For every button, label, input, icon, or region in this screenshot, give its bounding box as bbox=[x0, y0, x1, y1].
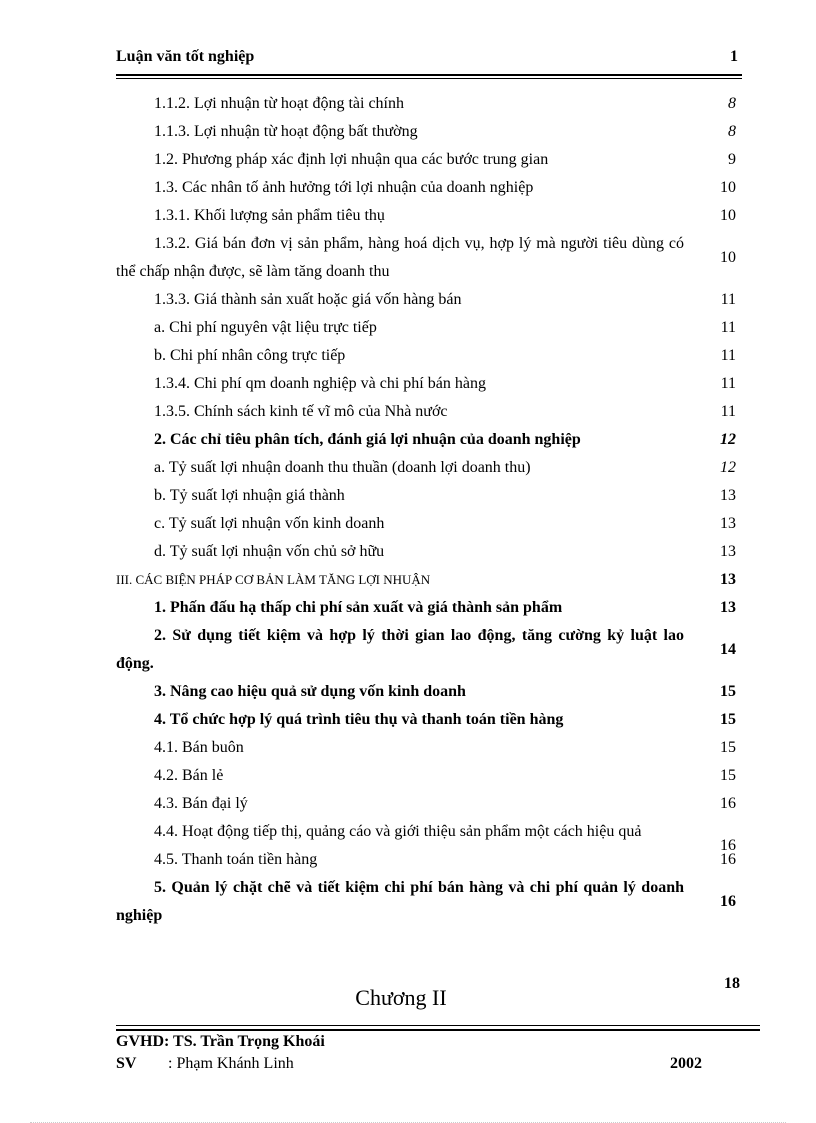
toc-entry-text: III. CÁC BIỆN PHÁP CƠ BẢN LÀM TĂNG LỢI NHUẬN bbox=[116, 572, 431, 587]
toc-entry-page: 15 bbox=[720, 683, 736, 700]
toc-entry-page: 16 bbox=[720, 851, 736, 868]
toc-entry bbox=[116, 538, 742, 566]
toc-entry-page: 12 bbox=[720, 431, 736, 448]
page-number: 1 bbox=[730, 48, 738, 65]
toc-entry bbox=[116, 594, 742, 622]
toc-entry bbox=[116, 118, 742, 146]
toc-entry-text: 4.5. Thanh toán tiền hàng bbox=[154, 851, 318, 868]
toc-entry-text: b. Chi phí nhân công trực tiếp bbox=[154, 347, 346, 364]
chapter-page-number: 18 bbox=[724, 975, 740, 992]
header-rule bbox=[116, 74, 742, 76]
toc-entry bbox=[116, 734, 742, 762]
advisor-line bbox=[116, 1031, 716, 1053]
toc-entry-text: 2. Các chỉ tiêu phân tích, đánh giá lợi nhuận của doanh nghiệp bbox=[154, 431, 581, 448]
toc-entry-text: 5. Quản lý chặt chẽ và tiết kiệm chi phí bán hàng và chi phí quản lý doanh nghiệp bbox=[116, 879, 684, 924]
page-footer bbox=[116, 1031, 716, 1075]
student-label: SV bbox=[116, 1055, 137, 1072]
footer-rule-thin bbox=[116, 1025, 760, 1026]
toc-entry-page: 8 bbox=[728, 95, 736, 112]
toc-entry bbox=[116, 482, 742, 510]
toc-entry-page: 11 bbox=[720, 403, 736, 420]
toc-entry-page: 16 bbox=[720, 893, 736, 910]
toc-entry-page: 11 bbox=[720, 291, 736, 308]
toc-entry-page: 15 bbox=[720, 767, 736, 784]
table-of-contents bbox=[116, 90, 742, 930]
toc-entry-text: 4.2. Bán lẻ bbox=[154, 767, 224, 784]
advisor-name: TS. Trần Trọng Khoái bbox=[173, 1033, 325, 1050]
toc-entry-page: 16 bbox=[720, 837, 736, 854]
toc-entry-text: 1.3.1. Khối lượng sản phẩm tiêu thụ bbox=[154, 207, 385, 224]
toc-entry-page: 11 bbox=[720, 319, 736, 336]
toc-entry bbox=[116, 874, 742, 930]
header-rule-thin bbox=[116, 78, 742, 79]
toc-entry bbox=[116, 426, 742, 454]
toc-entry-text: 4. Tổ chức hợp lý quá trình tiêu thụ và thanh toán tiền hàng bbox=[154, 711, 564, 728]
advisor-label: GVHD: bbox=[116, 1033, 170, 1050]
toc-entry-text: a. Chi phí nguyên vật liệu trực tiếp bbox=[154, 319, 377, 336]
toc-entry bbox=[116, 202, 742, 230]
toc-entry-page: 13 bbox=[720, 487, 736, 504]
toc-entry-text: b. Tỷ suất lợi nhuận giá thành bbox=[154, 487, 345, 504]
toc-entry-page: 13 bbox=[720, 543, 736, 560]
toc-entry-page: 15 bbox=[720, 711, 736, 728]
toc-entry-text: 1. Phấn đấu hạ thấp chi phí sản xuất và giá thành sản phẩm bbox=[154, 599, 563, 616]
toc-entry-text: 1.3.2. Giá bán đơn vị sản phẩm, hàng hoá dịch vụ, hợp lý mà người tiêu dùng có thể chấp nhận được, sẽ làm tăng doanh thu bbox=[116, 235, 684, 280]
toc-entry-text: 1.3.4. Chi phí qm doanh nghiệp và chi phí bán hàng bbox=[154, 375, 486, 392]
toc-entry-page: 13 bbox=[720, 599, 736, 616]
toc-entry bbox=[116, 342, 742, 370]
toc-entry-page: 10 bbox=[720, 179, 736, 196]
toc-entry-text: 2. Sử dụng tiết kiệm và hợp lý thời gian lao động, tăng cường kỷ luật lao động. bbox=[116, 627, 684, 672]
toc-entry-text: 1.2. Phương pháp xác định lợi nhuận qua các bước trung gian bbox=[154, 151, 549, 168]
toc-entry bbox=[116, 762, 742, 790]
student-name: : Phạm Khánh Linh bbox=[168, 1055, 294, 1072]
toc-entry bbox=[116, 706, 742, 734]
chapter-heading: Chương II bbox=[355, 985, 447, 1010]
toc-entry-page: 11 bbox=[720, 347, 736, 364]
toc-entry bbox=[116, 790, 742, 818]
toc-entry-page: 13 bbox=[720, 515, 736, 532]
toc-entry-text: 4.1. Bán buôn bbox=[154, 739, 244, 756]
toc-entry bbox=[116, 398, 742, 426]
toc-entry bbox=[116, 454, 742, 482]
year: 2002 bbox=[670, 1055, 702, 1072]
toc-entry-text: 1.1.3. Lợi nhuận từ hoạt động bất thường bbox=[154, 123, 418, 140]
toc-entry-text: 1.3.3. Giá thành sản xuất hoặc giá vốn hàng bán bbox=[154, 291, 462, 308]
toc-entry-page: 10 bbox=[720, 249, 736, 266]
toc-entry-text: 1.3. Các nhân tố ảnh hưởng tới lợi nhuận của doanh nghiệp bbox=[154, 179, 534, 196]
toc-entry bbox=[116, 846, 742, 874]
toc-entry-text: a. Tỷ suất lợi nhuận doanh thu thuần (doanh lợi doanh thu) bbox=[154, 459, 531, 476]
toc-entry bbox=[116, 314, 742, 342]
toc-entry bbox=[116, 90, 742, 118]
toc-entry bbox=[116, 622, 742, 678]
toc-entry-text: 4.3. Bán đại lý bbox=[154, 795, 248, 812]
toc-entry-page: 10 bbox=[720, 207, 736, 224]
toc-entry-text: c. Tỷ suất lợi nhuận vốn kinh doanh bbox=[154, 515, 385, 532]
toc-entry-page: 9 bbox=[728, 151, 736, 168]
toc-entry-page: 14 bbox=[720, 641, 736, 658]
toc-entry bbox=[116, 174, 742, 202]
document-title: Luận văn tốt nghiệp bbox=[116, 48, 255, 65]
toc-entry-page: 11 bbox=[720, 375, 736, 392]
toc-entry-text: 1.1.2. Lợi nhuận từ hoạt động tài chính bbox=[154, 95, 404, 112]
toc-entry bbox=[116, 146, 742, 174]
student-line bbox=[116, 1053, 716, 1075]
toc-entry-text: d. Tỷ suất lợi nhuận vốn chủ sở hữu bbox=[154, 543, 385, 560]
toc-entry bbox=[116, 818, 742, 854]
toc-entry-page: 12 bbox=[720, 459, 736, 476]
toc-entry bbox=[116, 370, 742, 398]
toc-entry-page: 13 bbox=[720, 571, 736, 588]
toc-entry bbox=[116, 678, 742, 706]
page-header bbox=[116, 48, 742, 68]
toc-entry bbox=[116, 286, 742, 314]
toc-entry-page: 15 bbox=[720, 739, 736, 756]
toc-entry-text: 1.3.5. Chính sách kinh tế vĩ mô của Nhà nước bbox=[154, 403, 448, 420]
toc-entry bbox=[116, 510, 742, 538]
toc-entry-page: 8 bbox=[728, 123, 736, 140]
toc-entry-text: 4.4. Hoạt động tiếp thị, quảng cáo và giới thiệu sản phẩm một cách hiệu quả bbox=[154, 823, 642, 840]
toc-entry-page: 16 bbox=[720, 795, 736, 812]
toc-section-heading bbox=[116, 566, 742, 594]
toc-entry bbox=[116, 230, 742, 286]
toc-entry-text: 3. Nâng cao hiệu quả sử dụng vốn kinh doanh bbox=[154, 683, 466, 700]
